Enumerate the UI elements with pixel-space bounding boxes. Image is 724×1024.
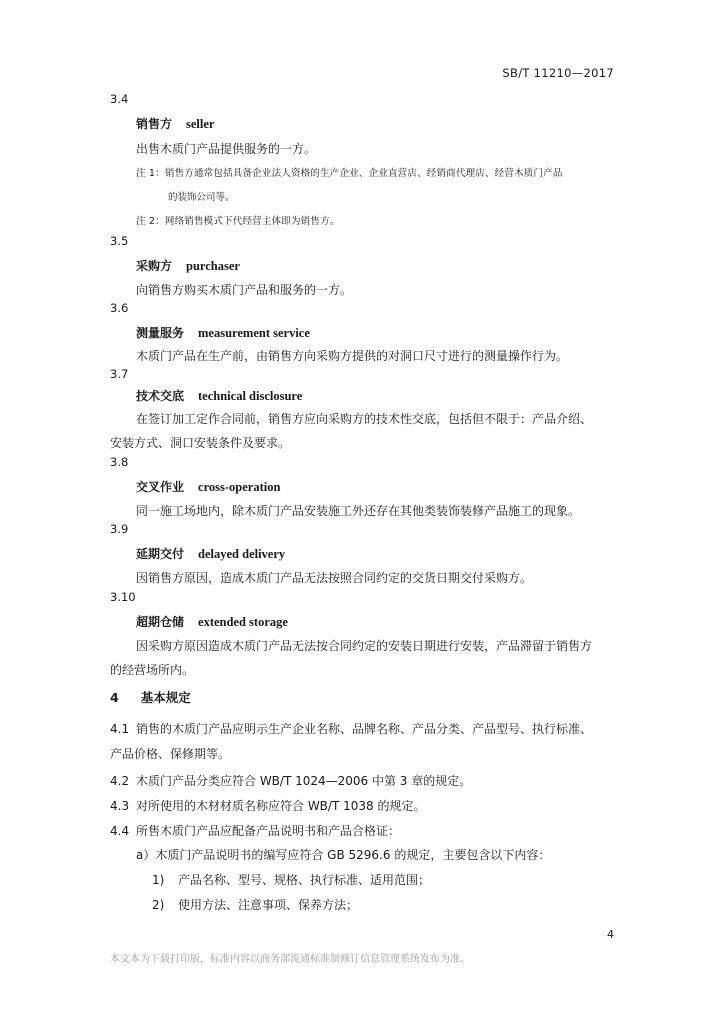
term-en: seller <box>186 117 215 131</box>
clause-number-3-4: 3.4 <box>110 92 129 106</box>
clause-4-4 <box>110 822 400 839</box>
clause-text: 销售的木质门产品应明示生产企业名称、品牌名称、产品分类、产品型号、执行标准、 <box>136 722 593 736</box>
section-4-heading <box>110 688 191 706</box>
clause-number: 4.2 <box>110 774 130 788</box>
definition-extended-storage-line-1: 因采购方原因造成木质门产品无法按合同约定的安装日期进行安装，产品滞留于销售方 <box>136 639 593 653</box>
term-cn: 交叉作业 <box>136 480 185 494</box>
clause-number-3-6: 3.6 <box>110 301 129 315</box>
sub-item-a: a）木质门产品说明书的编写应符合 GB 5296.6 的规定，主要包含以下内容： <box>136 848 551 862</box>
definition-purchaser: 向销售方购买木质门产品和服务的一方。 <box>136 283 353 297</box>
definition-seller: 出售木质门产品提供服务的一方。 <box>136 142 317 156</box>
clause-text: 所售木质门产品应配备产品说明书和产品合格证： <box>136 824 401 838</box>
clause-4-1-line-1 <box>110 720 592 737</box>
term-en: technical disclosure <box>198 389 303 403</box>
term-cn: 技术交底 <box>136 389 185 403</box>
list-item-text: 产品名称、型号、规格、执行标准、适用范围； <box>178 873 431 887</box>
list-item-text: 使用方法、注意事项、保养方法； <box>178 898 359 912</box>
term-extended-storage <box>136 613 288 630</box>
definition-measurement-service: 木质门产品在生产前，由销售方向采购方提供的对洞口尺寸进行的测量操作行为。 <box>136 349 569 363</box>
term-cn: 采购方 <box>136 259 173 273</box>
term-cn: 延期交付 <box>136 547 185 561</box>
clause-text: 木质门产品分类应符合 WB/T 1024—2006 中第 3 章的规定。 <box>136 774 472 788</box>
term-cn: 超期仓储 <box>136 615 185 629</box>
term-en: purchaser <box>186 259 240 273</box>
section-title: 基本规定 <box>140 690 191 705</box>
definition-extended-storage-line-2: 的经营场所内。 <box>110 663 195 677</box>
clause-4-3 <box>110 797 425 814</box>
clause-number-3-9: 3.9 <box>110 522 129 536</box>
clause-number-3-10: 3.10 <box>110 590 136 604</box>
list-item-number: 1) <box>152 873 165 887</box>
term-technical-disclosure <box>136 387 302 404</box>
note-1-line-2: 的装饰公司等。 <box>168 192 235 203</box>
list-item <box>152 871 430 888</box>
term-seller <box>136 115 214 132</box>
clause-number-3-8: 3.8 <box>110 455 129 469</box>
term-en: cross-operation <box>198 480 281 494</box>
clause-number: 4.4 <box>110 824 130 838</box>
list-item <box>152 896 358 913</box>
clause-number-3-7: 3.7 <box>110 367 129 381</box>
clause-number: 4.1 <box>110 722 130 736</box>
note-2: 注 2：网络销售模式下代经营主体即为销售方。 <box>136 216 340 227</box>
list-item-number: 2) <box>152 898 165 912</box>
term-en: delayed delivery <box>198 547 286 561</box>
term-cross-operation <box>136 478 280 495</box>
definition-technical-disclosure-line-1: 在签订加工定作合同前，销售方应向采购方的技术性交底，包括但不限于：产品介绍、 <box>136 412 593 426</box>
clause-number: 4.3 <box>110 799 130 813</box>
term-purchaser <box>136 257 240 274</box>
definition-cross-operation: 同一施工场地内，除木质门产品安装施工外还存在其他类装饰装修产品施工的现象。 <box>136 504 581 518</box>
definition-technical-disclosure-line-2: 安装方式、洞口安装条件及要求。 <box>110 436 291 450</box>
footer-disclaimer: 本文本为下载打印版，标准内容以商务部流通标准制修订信息管理系统发布为准。 <box>110 954 470 965</box>
definition-delayed-delivery: 因销售方原因，造成木质门产品无法按照合同约定的交货日期交付采购方。 <box>136 571 533 585</box>
term-en: measurement service <box>198 326 310 340</box>
page-number: 4 <box>607 928 614 941</box>
clause-4-2 <box>110 772 471 789</box>
clause-number-3-5: 3.5 <box>110 234 129 248</box>
term-delayed-delivery <box>136 545 285 562</box>
section-number: 4 <box>110 690 119 705</box>
standard-code-header: SB/T 11210—2017 <box>502 66 614 80</box>
clause-4-1-line-2: 产品价格、保修期等。 <box>110 747 231 761</box>
term-measurement-service <box>136 324 310 341</box>
note-1-line-1: 注 1：销售方通常包括具备企业法人资格的生产企业、企业直营店、经销商代理店、经营木质门产品 <box>136 168 563 179</box>
clause-text: 对所使用的木材材质名称应符合 WB/T 1038 的规定。 <box>136 799 426 813</box>
term-en: extended storage <box>198 615 288 629</box>
term-cn: 测量服务 <box>136 326 185 340</box>
term-cn: 销售方 <box>136 117 173 131</box>
